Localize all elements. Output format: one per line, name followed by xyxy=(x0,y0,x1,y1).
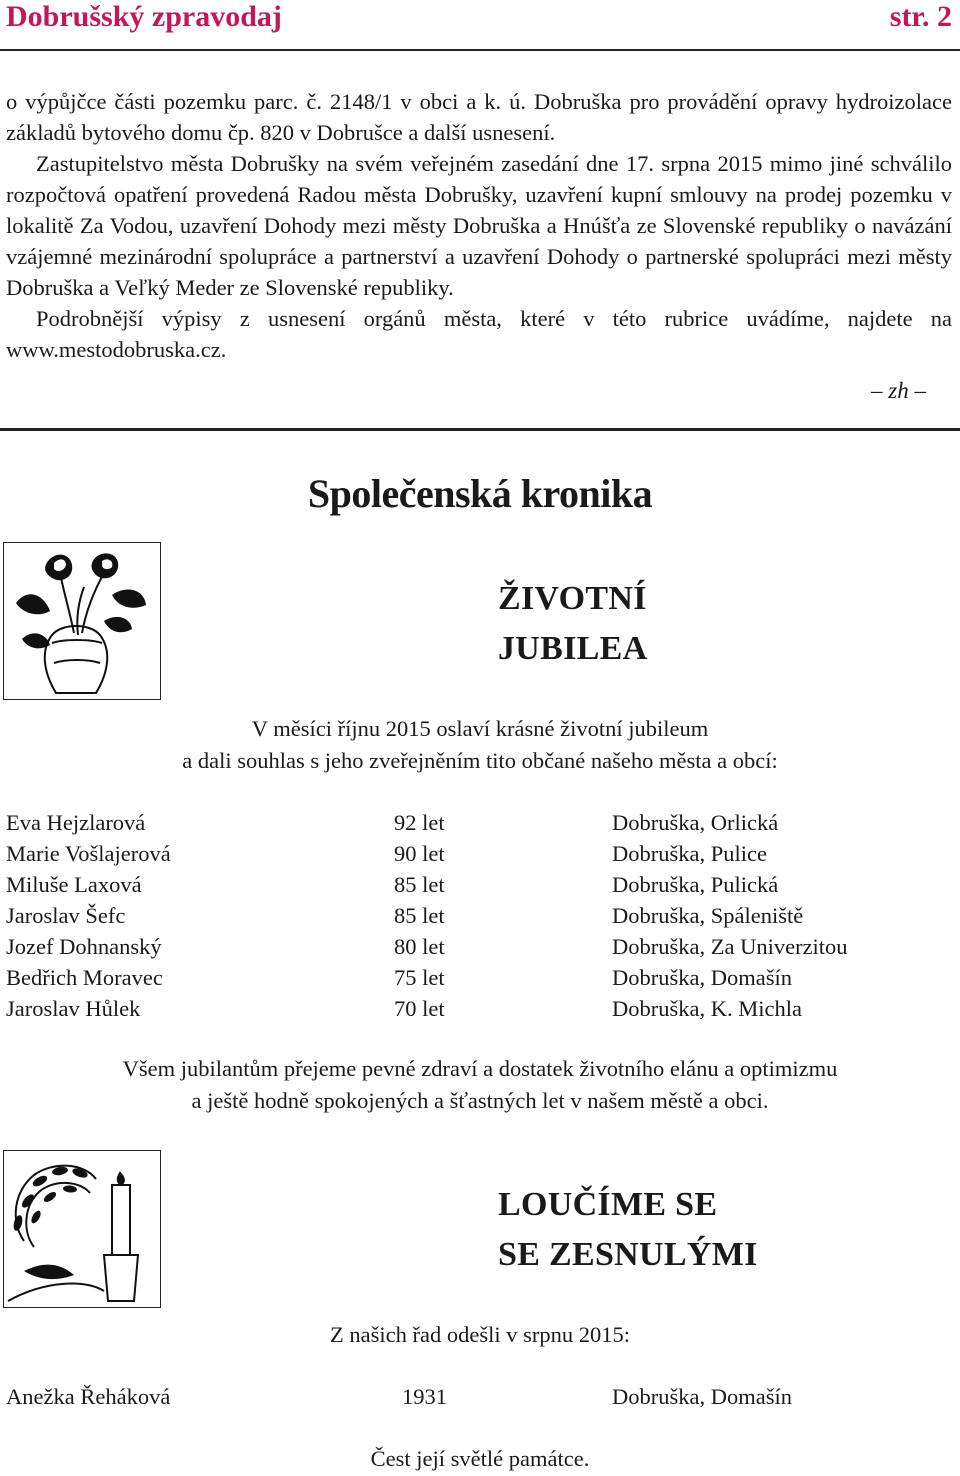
farewell-table xyxy=(6,1384,956,1415)
jubilee-wish-line1: Všem jubilantům přejeme pevné zdraví a dostatek životního elánu a optimizmu xyxy=(122,1056,838,1081)
jubilant-age: 75 let xyxy=(394,965,445,990)
jubilant-name: Eva Hejzlarová xyxy=(6,810,146,835)
jubilant-age: 80 let xyxy=(394,934,445,959)
table-row xyxy=(6,903,956,934)
header-divider xyxy=(0,49,960,51)
table-row xyxy=(6,841,956,872)
publication-title: Dobrušský zpravodaj xyxy=(6,0,282,33)
jubilant-age: 85 let xyxy=(394,903,445,928)
jubilee-heading-line1: ŽIVOTNÍ xyxy=(498,580,647,617)
wreath-candle-illustration xyxy=(3,1150,161,1308)
jubilee-intro-line1: V měsíci říjnu 2015 oslaví krásné životní jubileum xyxy=(251,716,709,741)
jubilant-place: Dobruška, Spáleniště xyxy=(612,903,804,928)
jubilant-name: Bedřich Moravec xyxy=(6,965,163,990)
article-paragraph-3: Podrobnější výpisy z usnesení orgánů města, které v této rubrice uvádíme, najdete na www.mestodobruska.cz. xyxy=(6,306,952,362)
table-row xyxy=(6,965,956,996)
flowers-illustration xyxy=(3,542,161,700)
farewell-heading-line1: LOUČÍME SE xyxy=(498,1186,718,1223)
page-number: str. 2 xyxy=(889,0,952,33)
jubilant-name: Jaroslav Šefc xyxy=(6,903,126,928)
jubilant-name: Jozef Dohnanský xyxy=(6,934,162,959)
deceased-year: 1931 xyxy=(402,1384,447,1409)
jubilant-place: Dobruška, Pulická xyxy=(612,872,779,897)
article-paragraph-2: Zastupitelstvo města Dobrušky na svém veřejném zasedání dne 17. srpna 2015 mimo jiné schválilo rozpočtová opatření provedená Radou města Dobrušky, uzavření kupní smlouvy na prodej pozemku v lokalitě Za Vodou, uzavření Dohody mezi městy Dobruška a Hnúšťa ze Slovenské republiky o navázání vzájemné mezinárodní spolupráce a partnerství a uzavření Dohody o partnerské spolupráci mezi městy Dobruška a Veľký Meder ze Slovenské republiky. xyxy=(6,151,952,300)
farewell-intro: Z našich řad odešli v srpnu 2015: xyxy=(330,1322,630,1347)
article-paragraph-1: o výpůjčce části pozemku parc. č. 2148/1 v obci a k. ú. Dobruška pro provádění opravy hydroizolace základů bytového domu čp. 820 v Dobrušce a další usnesení. xyxy=(6,89,952,145)
jubilant-age: 70 let xyxy=(394,996,445,1021)
farewell-closing: Čest její světlé památce. xyxy=(370,1446,590,1471)
table-row xyxy=(6,810,956,841)
jubilant-place: Dobruška, Za Univerzitou xyxy=(612,934,848,959)
jubilant-name: Jaroslav Hůlek xyxy=(6,996,141,1021)
section-title: Společenská kronika xyxy=(307,471,653,516)
table-row xyxy=(6,1384,956,1415)
jubilant-name: Marie Vošlajerová xyxy=(6,841,171,866)
page-header xyxy=(0,0,960,44)
jubilee-wish-line2: a ještě hodně spokojených a šťastných let v našem městě a obci. xyxy=(191,1088,769,1113)
jubilant-place: Dobruška, Pulice xyxy=(612,841,767,866)
council-article xyxy=(6,86,952,365)
jubilant-name: Miluše Laxová xyxy=(6,872,142,897)
table-row xyxy=(6,872,956,903)
table-row xyxy=(6,934,956,965)
jubilant-place: Dobruška, Orlická xyxy=(612,810,779,835)
deceased-name: Anežka Řeháková xyxy=(6,1384,171,1409)
jubilant-place: Dobruška, Domašín xyxy=(612,965,792,990)
jubilee-heading-line2: JUBILEA xyxy=(498,630,648,667)
farewell-heading-line2: SE ZESNULÝMI xyxy=(498,1236,758,1273)
jubilee-intro-line2: a dali souhlas s jeho zveřejněním tito občané našeho města a obcí: xyxy=(182,748,778,773)
jubilee-table xyxy=(6,810,956,1027)
flowers-vase-icon xyxy=(4,543,160,699)
jubilant-age: 90 let xyxy=(394,841,445,866)
section-divider xyxy=(0,428,960,431)
jubilant-place: Dobruška, K. Michla xyxy=(612,996,802,1021)
jubilant-age: 92 let xyxy=(394,810,445,835)
jubilant-age: 85 let xyxy=(394,872,445,897)
deceased-place: Dobruška, Domašín xyxy=(612,1384,792,1409)
table-row xyxy=(6,996,956,1027)
author-signature: – zh – xyxy=(871,378,926,403)
wreath-candle-icon xyxy=(4,1151,160,1307)
